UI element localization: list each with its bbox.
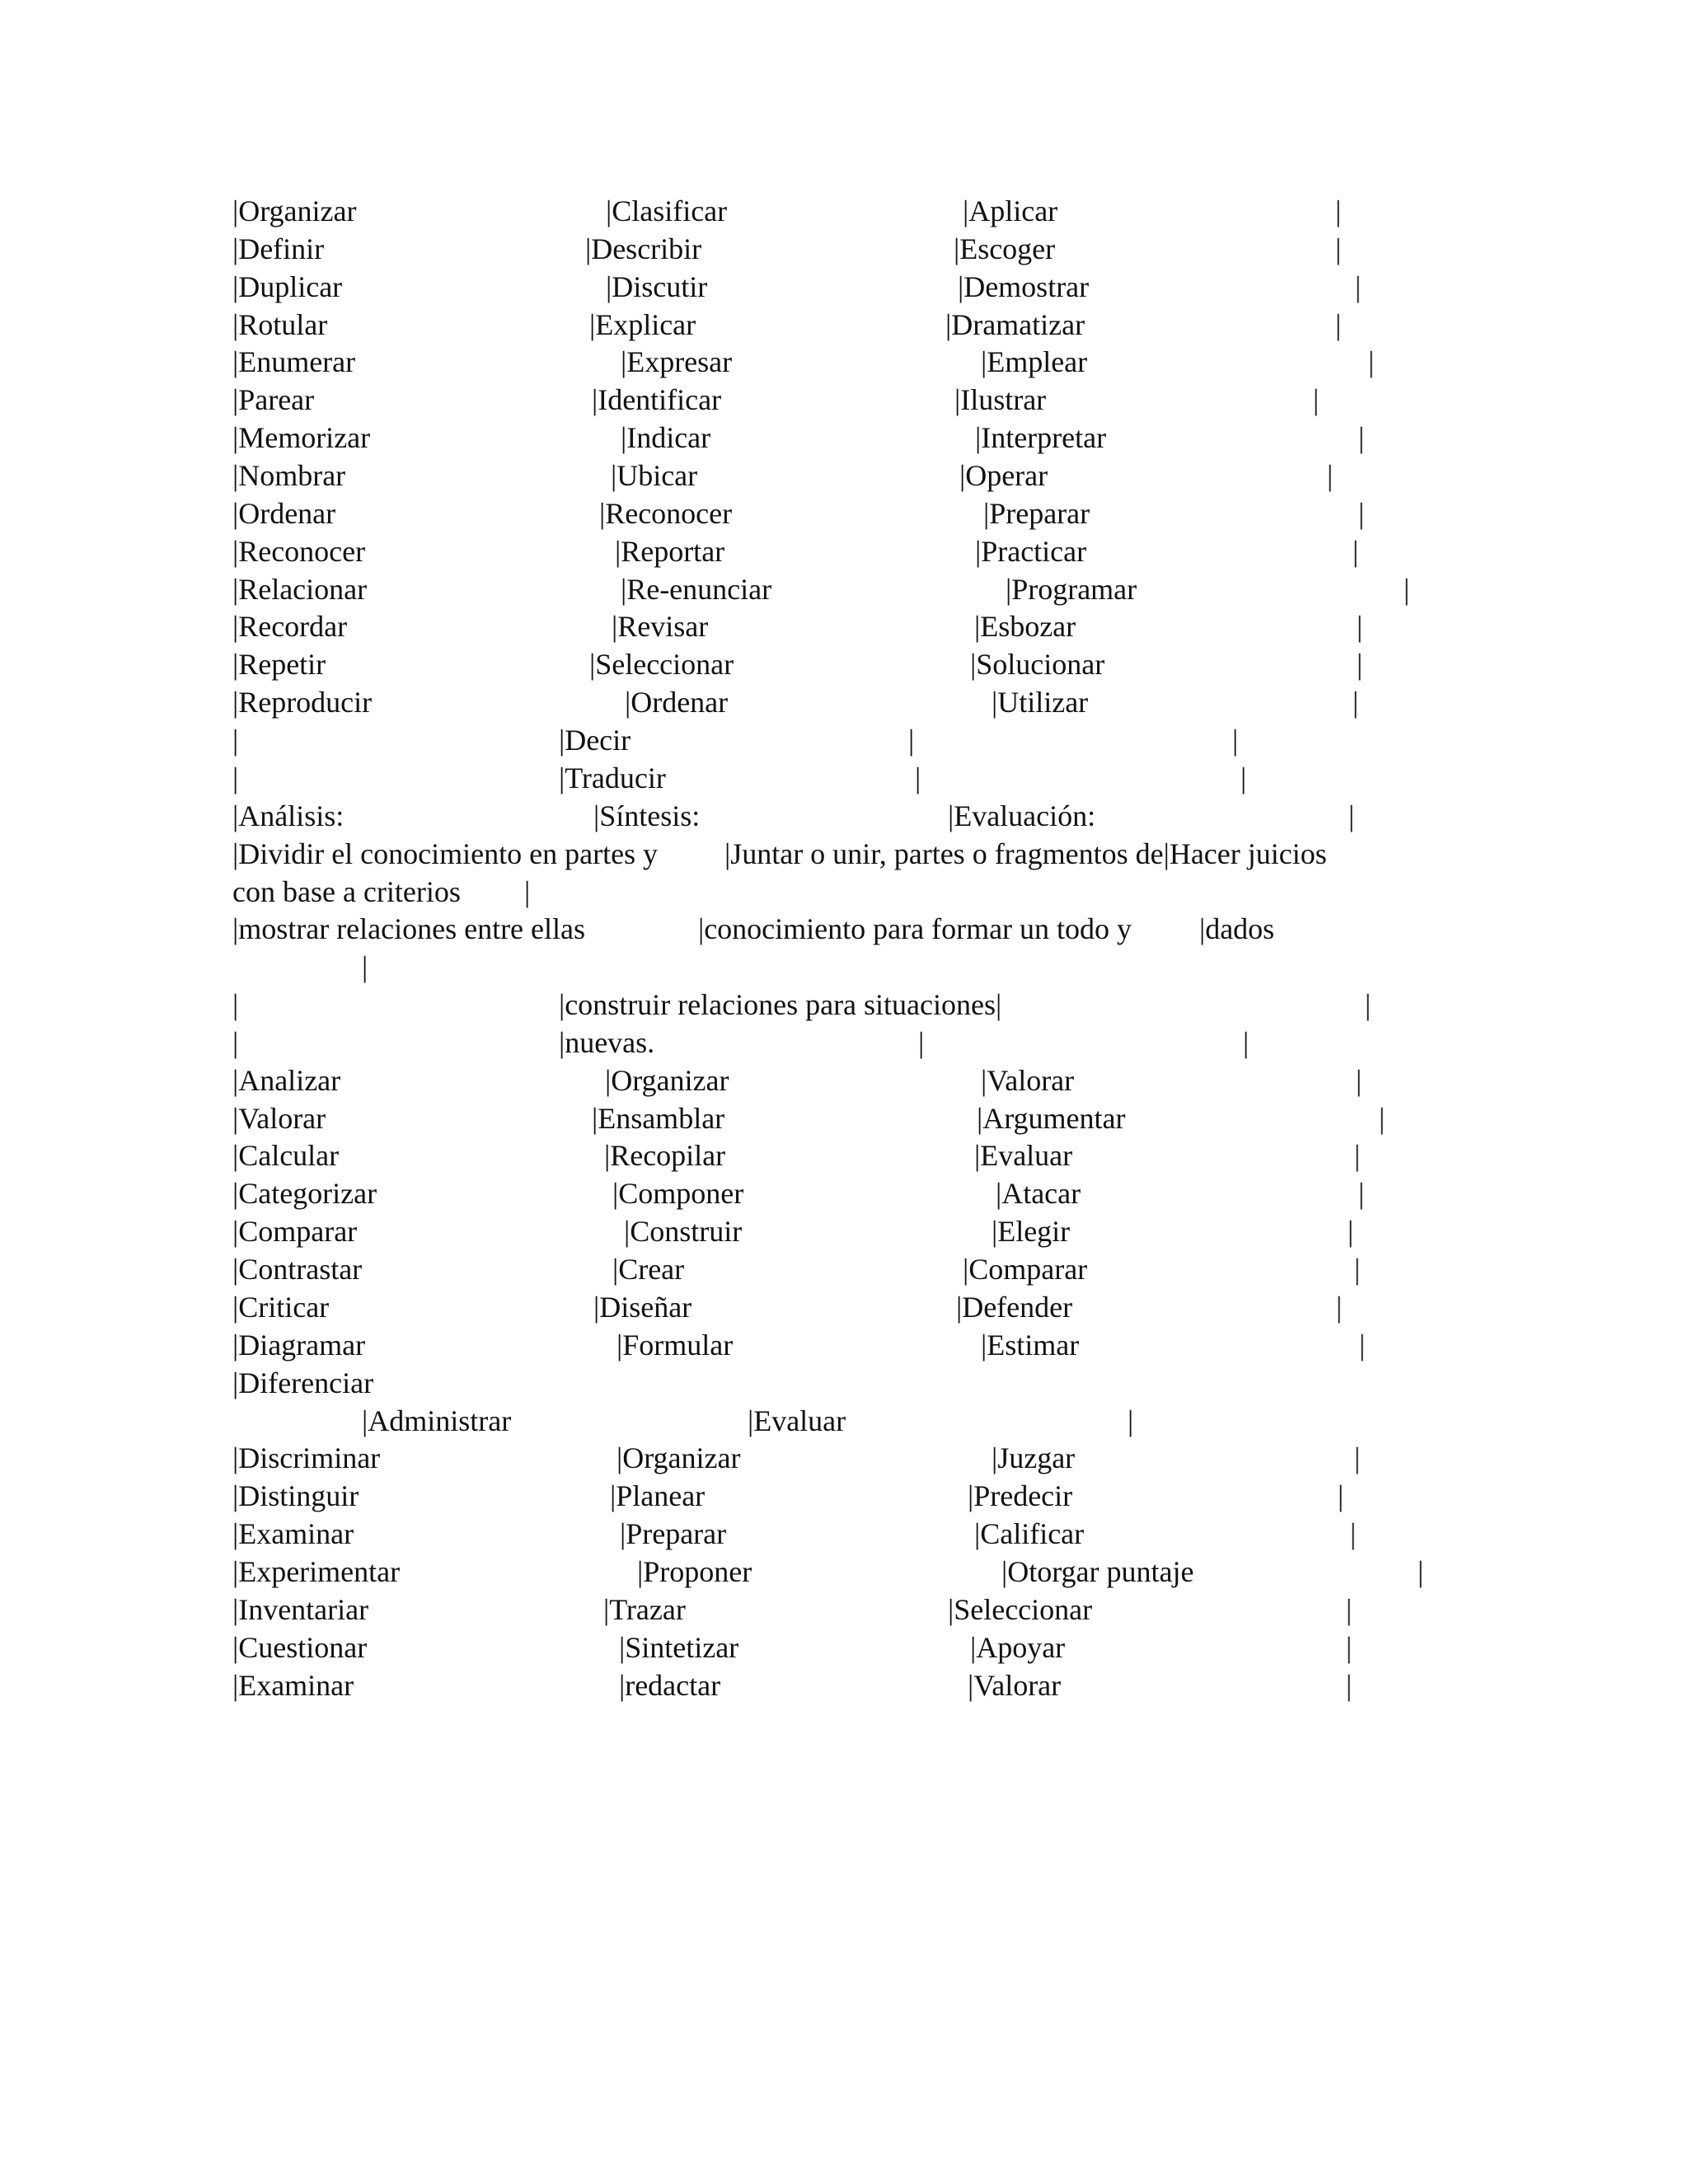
text-line <box>0 986 1688 1024</box>
text-segment: |Organizar <box>617 1441 741 1474</box>
text-segment: |Clasificar <box>606 194 728 227</box>
text-segment: |Preparar <box>620 1517 727 1550</box>
text-line <box>0 873 1688 911</box>
text-segment: | <box>1379 1102 1386 1135</box>
text-segment: | <box>1350 1517 1357 1550</box>
text-segment: | <box>1354 1253 1361 1286</box>
text-segment: | <box>1313 383 1320 416</box>
text-segment: |Reconocer <box>599 497 733 530</box>
text-segment: | <box>1346 1593 1353 1626</box>
text-line <box>0 683 1688 721</box>
text-segment: |Nombrar <box>232 459 346 492</box>
text-line <box>0 1326 1688 1364</box>
text-segment: |Evaluar <box>974 1139 1073 1172</box>
text-segment: |redactar <box>619 1669 721 1702</box>
text-segment: |Recordar <box>232 610 348 643</box>
text-segment: |dados <box>1199 912 1275 945</box>
text-line <box>0 645 1688 683</box>
text-segment: |Seleccionar <box>589 648 734 681</box>
text-segment: | <box>1128 1404 1134 1437</box>
text-segment: |Administrar <box>362 1404 512 1437</box>
text-segment: con base a criterios <box>232 875 461 908</box>
text-line <box>0 1364 1688 1402</box>
text-segment: |Reconocer <box>232 535 366 568</box>
text-line <box>0 1666 1688 1704</box>
text-segment: |Repetir <box>232 648 326 681</box>
text-segment: | <box>1358 1177 1365 1210</box>
text-segment: | <box>1357 648 1363 681</box>
text-segment: |Examinar <box>232 1517 354 1550</box>
text-line <box>0 1477 1688 1515</box>
text-line <box>0 381 1688 419</box>
text-segment: | <box>1338 1479 1344 1512</box>
text-segment: |Describir <box>585 232 702 265</box>
text-segment: |Distinguir <box>232 1479 359 1512</box>
text-line <box>0 192 1688 230</box>
text-segment: |Criticar <box>232 1291 330 1324</box>
text-segment: |Discriminar <box>232 1441 381 1474</box>
text-segment: |Ordenar <box>625 686 729 719</box>
text-segment: | <box>1243 1026 1250 1059</box>
text-segment: |Definir <box>232 232 325 265</box>
text-segment: |Juzgar <box>992 1441 1076 1474</box>
text-segment: | <box>232 724 239 757</box>
text-segment: |Inventariar <box>232 1593 369 1626</box>
text-segment: |Utilizar <box>992 686 1089 719</box>
text-segment: |Parear <box>232 383 315 416</box>
text-segment: |Comparar <box>963 1253 1088 1286</box>
text-segment: |Síntesis: <box>593 799 701 832</box>
text-segment: |Examinar <box>232 1669 354 1702</box>
text-line <box>0 1629 1688 1666</box>
text-segment: | <box>908 724 915 757</box>
text-line <box>0 1024 1688 1062</box>
text-line <box>0 532 1688 570</box>
text-segment: | <box>1336 1291 1343 1324</box>
text-segment: | <box>232 988 239 1021</box>
text-segment: |Análisis: <box>232 799 345 832</box>
text-segment: |Apoyar <box>970 1631 1066 1664</box>
text-segment: | <box>1353 686 1359 719</box>
text-segment: |Recopilar <box>604 1139 726 1172</box>
text-segment: |Analizar <box>232 1064 341 1097</box>
text-segment: |Duplicar <box>232 270 343 303</box>
text-segment: |Diseñar <box>593 1291 692 1324</box>
text-segment: |Discutir <box>606 270 708 303</box>
text-line <box>0 1591 1688 1629</box>
text-segment: |Aplicar <box>963 194 1058 227</box>
text-line <box>0 1553 1688 1591</box>
text-segment: |Valorar <box>981 1064 1075 1097</box>
text-segment: |Solucionar <box>970 648 1105 681</box>
text-segment: | <box>1359 1329 1366 1361</box>
text-line <box>0 910 1688 948</box>
text-segment: | <box>232 762 239 794</box>
text-line <box>0 230 1688 268</box>
text-line <box>0 797 1688 835</box>
text-segment: | <box>1357 610 1363 643</box>
text-segment: |Organizar <box>605 1064 729 1097</box>
text-line <box>0 494 1688 532</box>
text-line <box>0 1212 1688 1250</box>
text-segment: |Practicar <box>975 535 1087 568</box>
text-segment: | <box>1335 308 1342 341</box>
text-segment: | <box>1404 573 1410 606</box>
text-segment: |Dividir el conocimiento en partes y <box>232 837 659 870</box>
text-segment: |Ordenar <box>232 497 336 530</box>
text-segment: |Operar <box>959 459 1048 492</box>
text-segment: |Valorar <box>232 1102 326 1135</box>
text-segment: |Enumerar <box>232 345 356 378</box>
text-segment: |Traducir <box>559 762 666 794</box>
text-segment: |Expresar <box>621 345 733 378</box>
text-segment: |Dramatizar <box>945 308 1085 341</box>
text-segment: | <box>1335 194 1342 227</box>
text-segment: |Crear <box>612 1253 685 1286</box>
text-line <box>0 948 1688 986</box>
text-segment: |Indicar <box>621 421 711 454</box>
text-line <box>0 457 1688 494</box>
text-line <box>0 721 1688 759</box>
text-segment: |Programar <box>1006 573 1137 606</box>
text-line <box>0 835 1688 873</box>
text-segment: | <box>1365 988 1372 1021</box>
text-segment: |Diagramar <box>232 1329 366 1361</box>
text-segment: | <box>1418 1555 1424 1588</box>
text-segment: | <box>918 1026 925 1059</box>
text-segment: |Seleccionar <box>948 1593 1093 1626</box>
text-segment: |Sintetizar <box>619 1631 739 1664</box>
text-segment: | <box>1232 724 1239 757</box>
text-segment: |Reproducir <box>232 686 373 719</box>
text-line <box>0 1439 1688 1477</box>
text-segment: | <box>915 762 921 794</box>
text-segment: |Organizar <box>232 194 357 227</box>
text-segment: |Planear <box>610 1479 706 1512</box>
text-segment: | <box>1346 1631 1353 1664</box>
text-segment: | <box>1358 497 1365 530</box>
text-segment: | <box>1348 1215 1354 1248</box>
text-segment: | <box>362 950 368 983</box>
text-segment: |Trazar <box>603 1593 686 1626</box>
text-segment: |Re-enunciar <box>621 573 772 606</box>
text-segment: |Construir <box>624 1215 743 1248</box>
text-line <box>0 1250 1688 1288</box>
text-segment: |Predecir <box>968 1479 1073 1512</box>
text-line <box>0 759 1688 797</box>
text-segment: | <box>1240 762 1247 794</box>
text-segment: | <box>524 875 531 908</box>
text-line <box>0 343 1688 381</box>
text-segment: |Memorizar <box>232 421 371 454</box>
text-segment: |Formular <box>617 1329 734 1361</box>
text-segment: |Demostrar <box>958 270 1090 303</box>
text-line <box>0 1515 1688 1553</box>
text-line <box>0 306 1688 344</box>
text-segment: |Estimar <box>981 1329 1080 1361</box>
text-segment: |Rotular <box>232 308 328 341</box>
text-segment: |Emplear <box>981 345 1088 378</box>
text-segment: |construir relaciones para situaciones| <box>559 988 1002 1021</box>
text-segment: |Experimentar <box>232 1555 401 1588</box>
text-segment: |Cuestionar <box>232 1631 368 1664</box>
text-line <box>0 419 1688 457</box>
text-segment: |Atacar <box>996 1177 1081 1210</box>
text-line <box>0 1402 1688 1440</box>
text-line <box>0 1174 1688 1212</box>
text-segment: |Evaluación: <box>948 799 1096 832</box>
text-segment: |Reportar <box>615 535 725 568</box>
text-line <box>0 268 1688 306</box>
text-segment: |Elegir <box>992 1215 1071 1248</box>
text-segment: |Juntar o unir, partes o fragmentos de|Hacer juicios <box>724 837 1327 870</box>
text-line <box>0 607 1688 645</box>
text-segment: |Interpretar <box>975 421 1107 454</box>
text-segment: |Calificar <box>974 1517 1085 1550</box>
text-segment: | <box>1335 232 1342 265</box>
text-segment: |Evaluar <box>748 1404 846 1437</box>
text-segment: |Otorgar puntaje <box>1001 1555 1194 1588</box>
text-line <box>0 570 1688 608</box>
text-segment: | <box>1354 1139 1361 1172</box>
text-segment: |Defender <box>956 1291 1073 1324</box>
text-segment: |conocimiento para formar un todo y <box>698 912 1132 945</box>
text-segment: |Proponer <box>637 1555 753 1588</box>
text-segment: |Diferenciar <box>232 1366 374 1399</box>
text-segment: |Valorar <box>968 1669 1062 1702</box>
text-segment: | <box>232 1026 239 1059</box>
text-line <box>0 1137 1688 1174</box>
text-segment: |Calcular <box>232 1139 340 1172</box>
text-segment: |Relacionar <box>232 573 368 606</box>
text-segment: |Ubicar <box>611 459 698 492</box>
text-segment: |mostrar relaciones entre ellas <box>232 912 586 945</box>
text-segment: | <box>1353 535 1359 568</box>
text-segment: |Categorizar <box>232 1177 377 1210</box>
text-segment: |Ensamblar <box>592 1102 725 1135</box>
text-segment: |Preparar <box>983 497 1090 530</box>
text-segment: |Componer <box>612 1177 744 1210</box>
text-segment: | <box>1368 345 1375 378</box>
text-segment: |Esbozar <box>974 610 1076 643</box>
text-line <box>0 1099 1688 1137</box>
text-segment: |Contrastar <box>232 1253 363 1286</box>
text-segment: |Revisar <box>612 610 709 643</box>
text-line <box>0 1062 1688 1099</box>
text-segment: | <box>1356 1064 1362 1097</box>
text-line <box>0 1288 1688 1326</box>
text-segment: |Comparar <box>232 1215 358 1248</box>
text-segment: |Decir <box>559 724 631 757</box>
text-segment: | <box>1346 1669 1353 1702</box>
text-segment: | <box>1358 421 1365 454</box>
text-segment: |Escoger <box>954 232 1056 265</box>
text-segment: |Explicar <box>589 308 696 341</box>
text-segment: | <box>1355 270 1362 303</box>
text-segment: |nuevas. <box>559 1026 655 1059</box>
text-segment: |Argumentar <box>977 1102 1126 1135</box>
text-segment: | <box>1348 799 1355 832</box>
text-segment: | <box>1327 459 1334 492</box>
text-segment: |Ilustrar <box>954 383 1047 416</box>
text-segment: | <box>1354 1441 1361 1474</box>
text-segment: |Identificar <box>592 383 722 416</box>
